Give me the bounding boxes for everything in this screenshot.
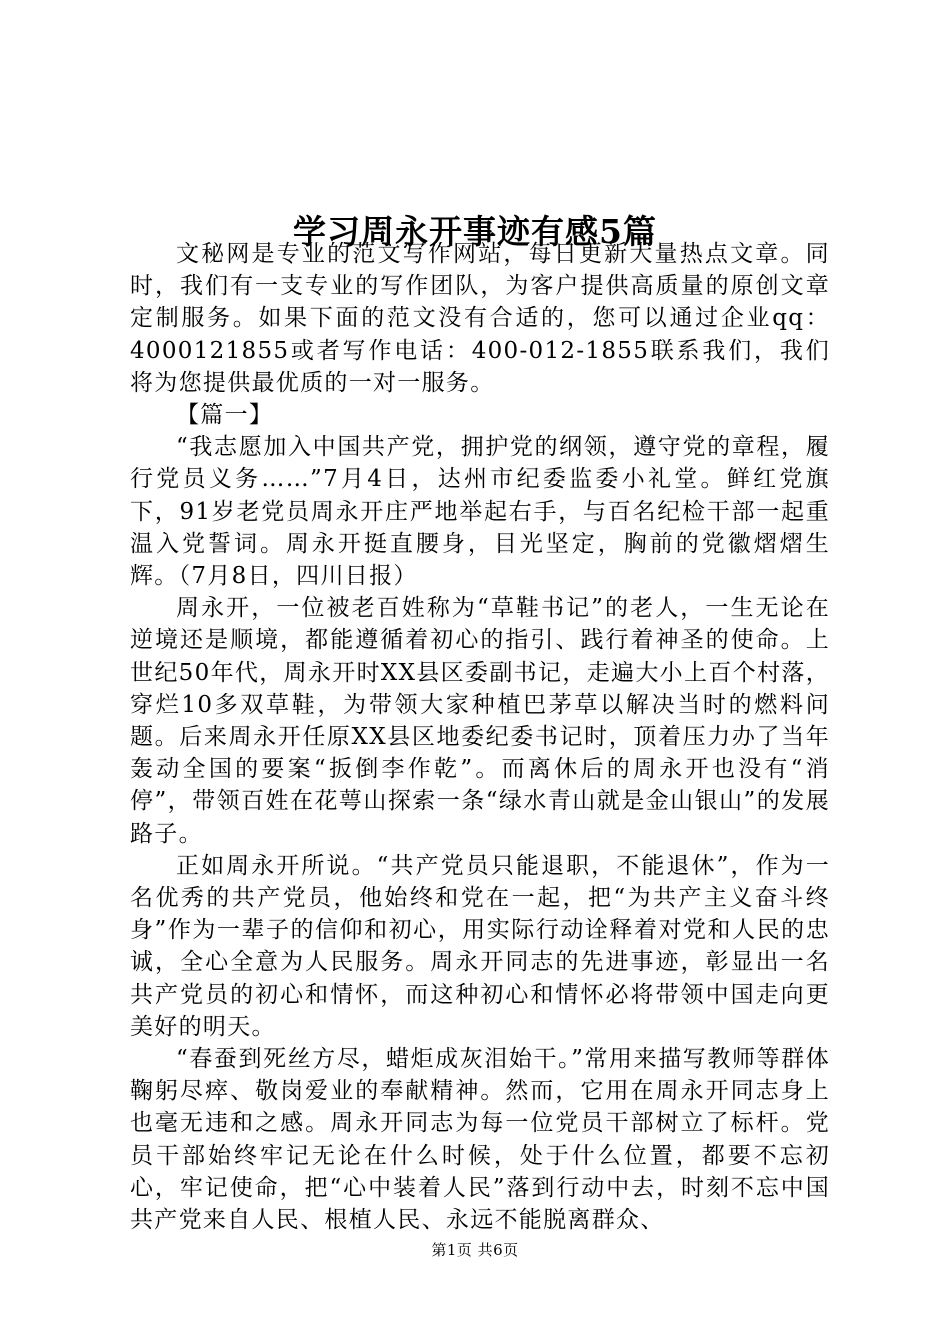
intro-paragraph: 文秘网是专业的范文写作网站，每日更新大量热点文章。同时，我们有一支专业的写作团队，为客户提供高质量的原创文章定制服务。如果下面的范文没有合适的，您可以通过企业qq：4000121855或者写作电话：400-012-1855联系我们，我们将为您提供最优质的一对一服务。 xyxy=(130,241,830,396)
document-title: 学习周永开事迹有感5篇 xyxy=(293,212,657,252)
body-paragraph: “我志愿加入中国共产党，拥护党的纲领，遵守党的章程，履行党员义务……”7月4日，达州市纪委监委小礼堂。鲜红党旗下，91岁老党员周永开庄严地举起右手，与百名纪检干部一起重温入党誓词。周永开挺直腰身，目光坚定，胸前的党徽熠熠生辉。（7月8日，四川日报） xyxy=(130,434,830,590)
body-paragraph: “春蚕到死丝方尽，蜡炬成灰泪始干。”常用来描写教师等群体鞠躬尽瘁、敬岗爱业的奉献精神。然而，它用在周永开同志身上也毫无违和之感。周永开同志为每一位党员干部树立了标杆。党员干部始终牢记无论在什么时候，处于什么位置，都要不忘初心，牢记使命，把“心中装着人民”落到行动中去，时刻不忘中国共产党来自人民、根植人民、永远不能脱离群众、 xyxy=(130,1046,830,1234)
section-heading: 【篇一】 xyxy=(176,402,274,429)
page-number-footer: 第1页 共6页 xyxy=(431,1241,519,1259)
body-paragraph: 周永开，一位被老百姓称为“草鞋书记”的老人，一生无论在逆境还是顺境，都能遵循着初心的指引、践行着神圣的使命。上世纪50年代，周永开时XX县区委副书记，走遍大小上百个村落，穿烂10多双草鞋，为带领大家种植巴茅草以解决当时的燃料问题。后来周永开任原XX县区地委纪委书记时，顶着压力办了当年轰动全国的要案“扳倒李作乾”。而离休后的周永开也没有“消停”，带领百姓在花萼山探索一条“绿水青山就是金山银山”的发展路子。 xyxy=(130,595,830,847)
document-body xyxy=(130,238,830,1236)
body-paragraph: 正如周永开所说。“共产党员只能退职，不能退休”，作为一名优秀的共产党员，他始终和党在一起，把“为共产主义奋斗终身”作为一辈子的信仰和初心，用实际行动诠释着对党和人民的忠诚，全心全意为人民服务。周永开同志的先进事迹，彰显出一名共产党员的初心和情怀，而这种初心和情怀必将带领中国走向更美好的明天。 xyxy=(130,852,830,1040)
